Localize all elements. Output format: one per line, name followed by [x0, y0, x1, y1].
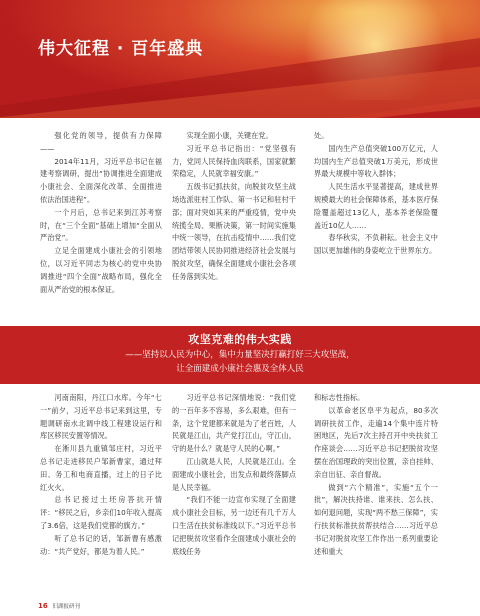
page-title: 伟大征程 · 百年盛典: [38, 39, 204, 59]
top-column-3: [314, 130, 438, 340]
paragraph: 和标志性指标。: [314, 393, 365, 402]
page-number: 16: [38, 602, 48, 610]
section-title: 攻坚克难的伟大实践: [188, 333, 292, 346]
top-column-1: [40, 130, 162, 340]
bottom-column-1: [40, 392, 162, 592]
paragraph: 听了总书记的话，邹新曹有感激动：“共产党好，都是为着人民。”: [40, 533, 162, 556]
header-banner: [0, 0, 480, 118]
paragraph: 一个月后，总书记来到江苏考察时，在“三个全面”基础上增加“全面从严治党”。: [40, 207, 162, 243]
paragraph: 实现全面小康，关键在党。: [186, 131, 273, 140]
bottom-column-3: [314, 392, 438, 592]
bottom-column-2: [172, 392, 296, 592]
paragraph: 习近平总书记深情地说：“我们党的一百年多不容易，多么艰难，但有一条，这个党建都来就是为了老百姓，人民就是江山，共产党打江山，守江山，守的是什么？就是守人民的心啊。”: [172, 393, 296, 454]
paragraph: 习近平总书记指出：“党坚强有力，党同人民保持血肉联系，国家就繁荣稳定，人民就幸福安康。”: [172, 143, 296, 179]
paragraph: 做到“六个精准”，实施“五个一批”，解决扶持谁、谁来扶、怎么扶、如何退问题，实现“两不愁三保障”，实行扶贫标准扶贫帮扶结合……习近平总书记对脱贫攻坚工作作出一系列重要论述和重大: [314, 482, 438, 556]
paragraph: 春华秋实，不负耕耘。社会主义中国以更加雄伟的身姿屹立于世界东方。: [314, 233, 438, 256]
section-subtitle-line1: ——坚持以人民为中心，集中力量坚决打赢打好三大攻坚战，: [125, 350, 355, 360]
paragraph: 河南南阳，丹江口水库。今年“七一”前夕，习近平总书记来到这里，专题调研南水北调中线工程建设运行和库区移民安置等情况。: [40, 393, 162, 441]
publication-name: 旧湖报研刊: [52, 604, 81, 610]
paragraph: 2014年11月，习近平总书记在福建考察调研，提出“协调推进全面建成小康社会、全面深化改革、全面推进依法治国进程”。: [40, 156, 162, 204]
paragraph: 五级书记抓扶贫，向脱贫攻坚主战场选派驻村工作队、第一书记和驻村干部；面对突如其来的严重疫情，党中央统揽全局、果断决策，第一时间实施集中统一领导，在抗击疫情中……我们党团结带领人民协同推进经济社会发展与脱贫攻坚，确保全面建成小康社会各项任务落到实处。: [172, 182, 296, 281]
paragraph: “我们不能一边宣布实现了全面建成小康社会目标，另一边还有几千万人口生活在扶贫标准线以下。”习近平总书记把脱贫攻坚看作全面建成小康社会的底线任务: [172, 495, 296, 556]
paragraph: 以革命老区阜平为起点，80多次调研扶贫工作，走遍14个集中连片特困地区，先后7次主持召开中央扶贫工作座谈会……习近平总书记把脱贫攻坚摆在治国理政的突出位置，亲自挂帅、亲自出征、亲自督战。: [314, 405, 438, 479]
paragraph: 江山就是人民，人民就是江山。全面建成小康社会，出发点和最终落脚点是人民幸福。: [172, 456, 296, 492]
paragraph: 人民生活水平显著提高，建成世界规模最大的社会保障体系，基本医疗保险覆盖超过13亿人，基本养老保险覆盖近10亿人……: [314, 182, 438, 230]
paragraph: 总书记接过土坯房答抗开情评：“移民之后，乡亲们10年收入提高了3.6倍，这是我们党都的旗方。”: [40, 495, 162, 530]
page-footer: [38, 602, 80, 610]
section-banner: [0, 326, 480, 384]
section-subtitle-line2: 让全面建成小康社会惠及全体人民: [176, 364, 304, 374]
top-column-2: [172, 130, 296, 340]
paragraph: 国内生产总值突破100万亿元，人均国内生产总值突破1万美元，形成世界最大规模中等收入群体；: [314, 143, 438, 179]
paragraph: 在淅川县九重镇邹庄村，习近平总书记走进移民户邹新曹家，通过拜田、务工和电商直播，过上的日子比红火火。: [40, 444, 162, 492]
paragraph: 强化党的领导，提供有力保障——: [40, 131, 162, 153]
paragraph: 处。: [314, 131, 329, 140]
paragraph: 立足全面建成小康社会的引领地位，以习近平同志为核心的党中央协调推进“四个全面”战略布局，强化全面从严治党的根本保证。: [40, 246, 162, 294]
